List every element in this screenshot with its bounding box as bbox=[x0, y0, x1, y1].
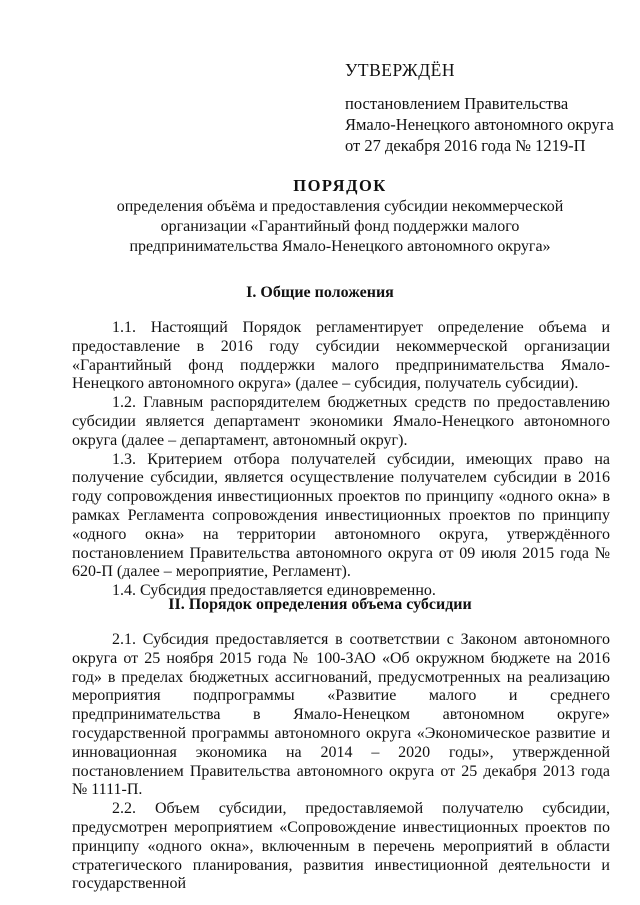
paragraph-1-1: 1.1. Настоящий Порядок регламентирует определение объема и предоставление в 2016 году субсидии некоммерческой организации «Гарантийный фонд поддержки малого предпринимательства Ямало-Ненецкого автономного округа» (далее – субсидия, получатель субсидии). bbox=[72, 319, 610, 393]
title-line: определения объёма и предоставления субсидии некоммерческой bbox=[116, 198, 564, 215]
paragraph-2-1: 2.1. Субсидия предоставляется в соответствии с Законом автономного округа от 25 ноября 2015 года № 100-ЗАО «Об окружном бюджете на 2016 год» в пределах бюджетных ассигнований, предусмотренных на реализацию мероприятия подпрограммы «Развитие малого и среднего предпринимательства в Ямало-Ненецком автономном округе» государственной программы автономного округа «Экономическое развитие и инновационная экономика на 2014 – 2020 годы», утвержденной постановлением Правительства автономного округа от 25 декабря 2013 года № 1111-П. bbox=[72, 631, 610, 799]
approval-line: постановлением Правительства bbox=[345, 94, 569, 113]
title-line: организации «Гарантийный фонд поддержки малого bbox=[160, 218, 520, 235]
approval-block bbox=[345, 60, 625, 156]
title-main: ПОРЯДОК bbox=[293, 176, 387, 195]
section-heading-general: I. Общие положения bbox=[246, 284, 394, 301]
paragraph-1-3: 1.3. Критерием отбора получателей субсидии, имеющих право на получение субсидии, является осуществление получателем субсидии в 2016 году сопровождения инвестиционных проектов по принципу «одного окна» в рамках Регламента сопровождения инвестиционных проектов по принципу «одного окна» на территории автономного округа, утверждённого постановлением Правительства автономного округа от 09 июля 2015 года № 620-П (далее – мероприятие, Регламент). bbox=[72, 450, 610, 581]
title-line: предпринимательства Ямало-Ненецкого автономного округа» bbox=[129, 238, 551, 255]
document-title bbox=[100, 176, 580, 257]
approval-line: Ямало-Ненецкого автономного округа bbox=[345, 115, 614, 134]
approval-line: от 27 декабря 2016 года № 1219-П bbox=[345, 136, 586, 155]
section-body-general bbox=[72, 319, 610, 601]
paragraph-1-2: 1.2. Главным распорядителем бюджетных средств по предоставлению субсидии является департамент экономики Ямало-Ненецкого автономного округа (далее – департамент, автономный округ). bbox=[72, 394, 610, 449]
paragraph-2-2: 2.2. Объем субсидии, предоставляемой получателю субсидии, предусмотрен мероприятием «Сопровождение инвестиционных проектов по принципу «одного окна», включенным в перечень мероприятий в области стратегического планирования, развития инвестиционной деятельности и государственной bbox=[72, 800, 610, 893]
approval-heading: УТВЕРЖДЁН bbox=[345, 60, 456, 80]
paragraph-1-4: 1.4. Субсидия предоставляется единовременно. bbox=[112, 582, 436, 600]
section-heading-volume: II. Порядок определения объема субсидии bbox=[168, 596, 472, 613]
section-body-volume bbox=[72, 631, 610, 894]
